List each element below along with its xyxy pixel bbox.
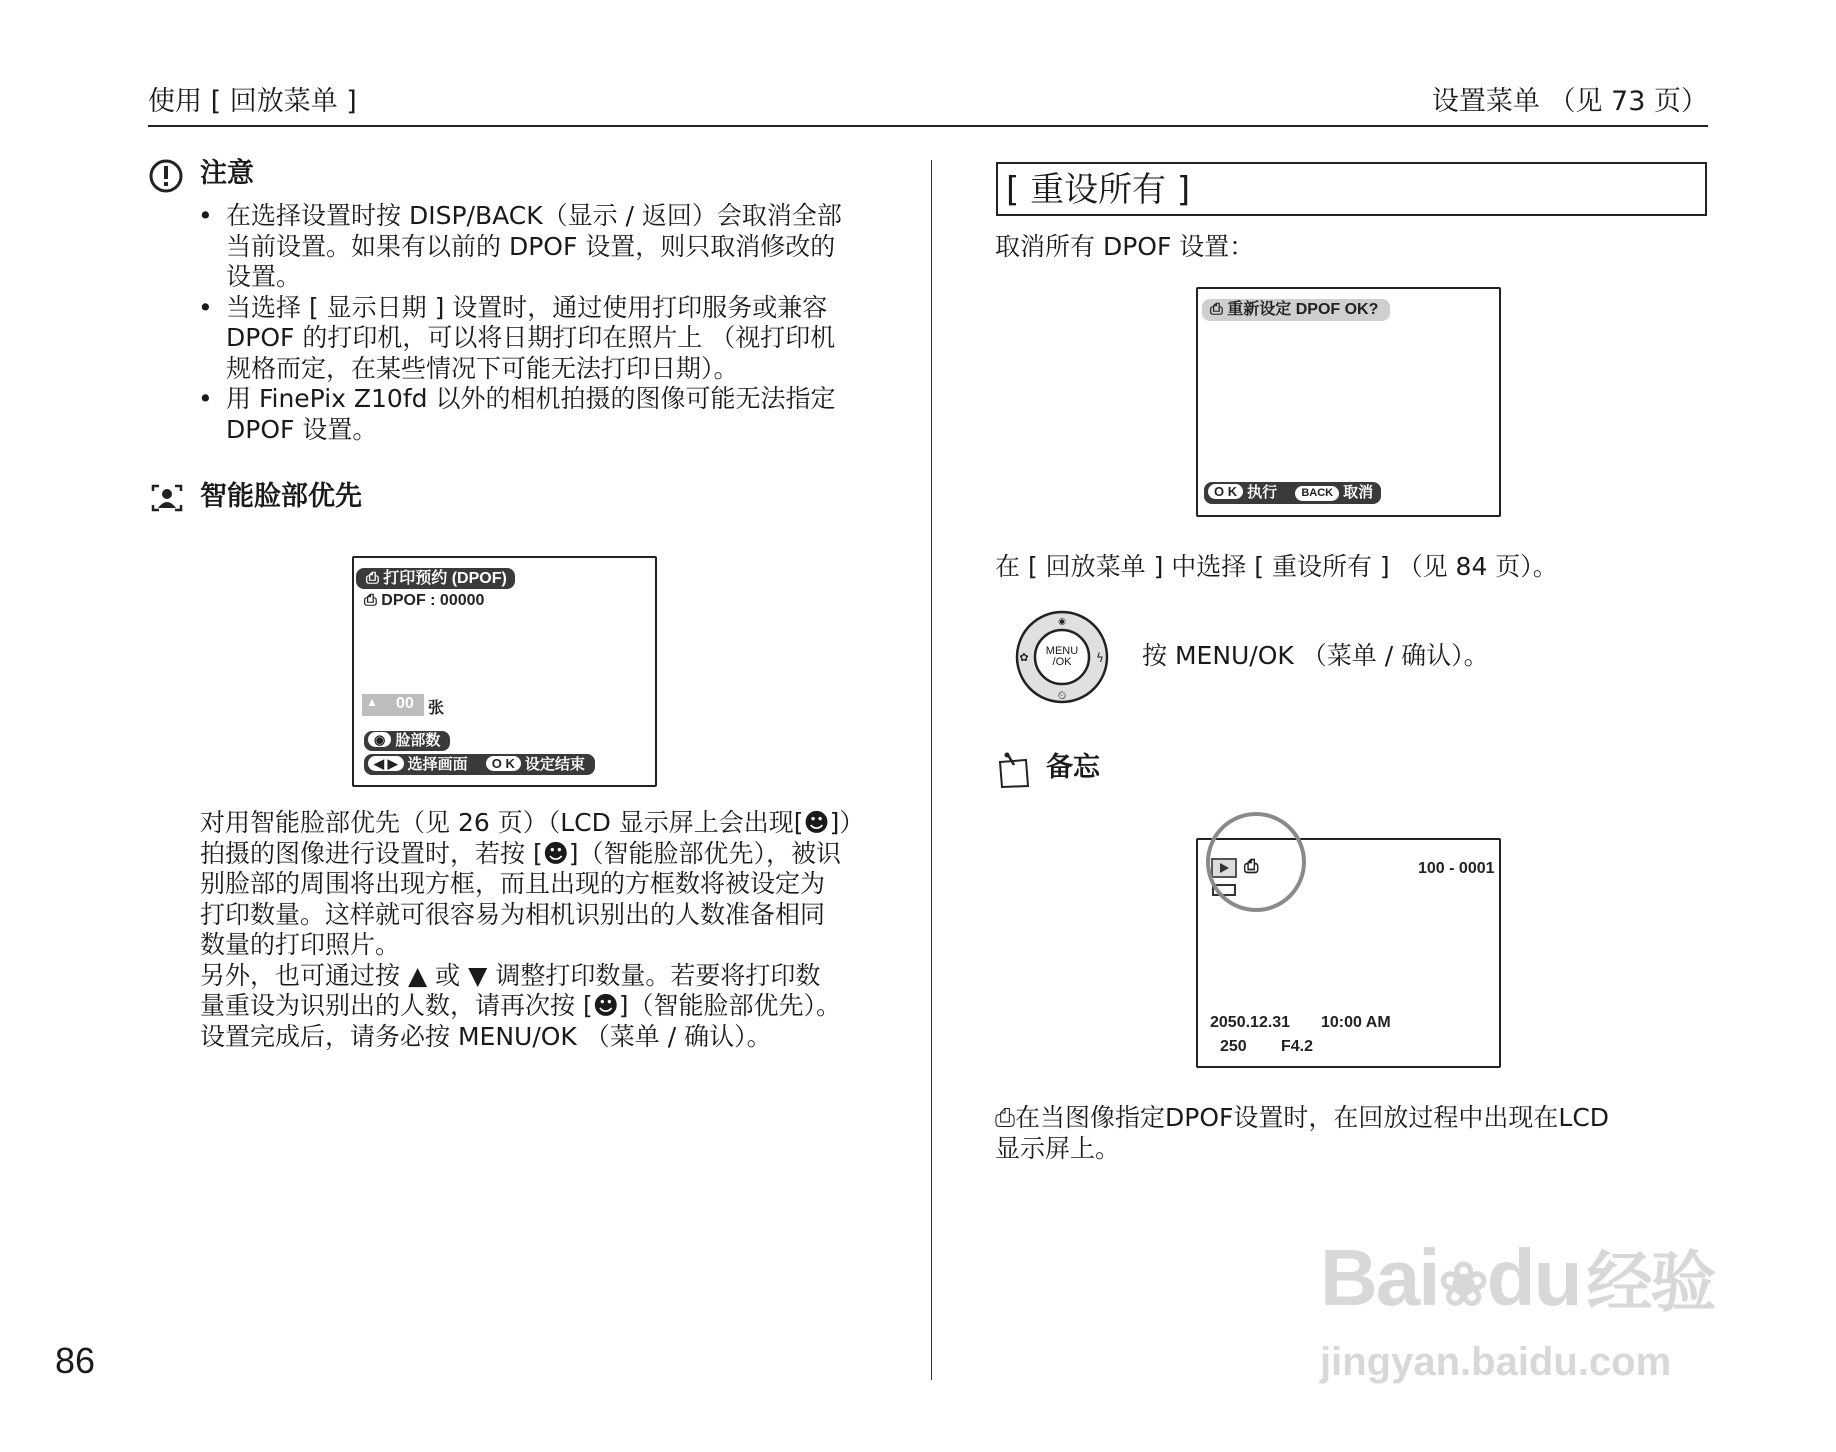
header-rule: [148, 125, 1708, 127]
reset-intro: 取消所有 DPOF 设置：: [995, 232, 1255, 261]
caution-icon: [148, 158, 184, 194]
page-number: 86: [55, 1340, 96, 1381]
press-menu-ok-text: 按 MENU/OK （菜单 / 确认）。: [1142, 641, 1489, 670]
dpof-menu-title: ⎙ 打印预约 (DPOF): [356, 568, 515, 589]
paw-icon: ❀: [1438, 1251, 1487, 1318]
shot-date: 2050.12.31: [1210, 1014, 1291, 1031]
reset-lcd-screen: [1196, 287, 1501, 517]
caution-bullet: • 在选择设置时按 DISP/BACK（显示 / 返回）会取消全部 当前设置。如果有以前的 DPOF 设置，则只取消修改的 设置。: [198, 201, 868, 293]
face-key-icon: ◉: [368, 732, 391, 747]
face-priority-paragraph: 对用智能脸部优先（见 26 页）（LCD 显示屏上会出现[☻]） 拍摄的图像进行设置时，若按 [☻]（智能脸部优先），被识 别脸部的周围将出现方框，而且出现的方框数将被设定为 打印数量。这样就可很容易为相机识别出的人数准备相同 数量的打印照片。 另外，也可通过按 ▲ 或 ▼ 调整打印数量。若要将打印数 量重设为识别出的人数，请再次按 [☻]（智能脸部优先）。 设置完成后，请务必按 MENU/OK （菜单 / 确认）。: [200, 808, 865, 1051]
caution-list: [198, 201, 868, 445]
aperture: F4.2: [1281, 1038, 1314, 1055]
print-icon: ⎙: [366, 570, 379, 587]
svg-text:◉: ◉: [1058, 617, 1066, 627]
quantity-unit: 张: [428, 700, 445, 717]
up-arrow-icon: ▲: [366, 695, 378, 709]
dpof-print-icon: ⎙: [995, 1103, 1016, 1132]
shutter-speed: 250: [1220, 1038, 1247, 1055]
face-detection-icon: [150, 483, 184, 513]
print-icon: ⎙: [1210, 301, 1223, 318]
column-divider: [931, 160, 932, 1380]
reset-message-bar: ⎙ 重新设定 DPOF OK?: [1202, 299, 1390, 321]
header-right: 设置菜单 （见 73 页）: [1431, 86, 1708, 117]
dpof-print-icon: ⎙: [364, 592, 377, 609]
reset-guide-bar: O K 执行 BACK 取消: [1204, 482, 1381, 504]
up-triangle-icon: ▲: [407, 960, 428, 990]
menu-ok-dial-icon: [1014, 609, 1110, 705]
watermark-logo: Bai❀du经验: [1320, 1233, 1715, 1322]
reset-all-title-box: [996, 162, 1707, 216]
shot-time: 10:00 AM: [1321, 1014, 1391, 1031]
face-detection-icon: [☻]: [532, 838, 579, 868]
bottom-guide-bar: ◀ ▶ 选择画面 O K 设定结束: [364, 754, 595, 775]
face-count-pill: ◉ 脸部数: [364, 731, 450, 751]
svg-text:ϟ: ϟ: [1096, 651, 1104, 665]
face-detection-icon: [☻]: [793, 808, 840, 837]
watermark-url: jingyan.baidu.com: [1320, 1340, 1672, 1384]
dial-center-label: MENU /OK: [1045, 645, 1079, 668]
face-priority-title: 智能脸部优先: [200, 481, 362, 512]
reset-instruction: 在 [ 回放菜单 ] 中选择 [ 重设所有 ] （见 84 页）。: [995, 552, 1558, 581]
highlight-circle: [1206, 812, 1306, 912]
svg-text:⏲: ⏲: [1057, 689, 1067, 702]
left-right-arrows-icon: ◀ ▶: [368, 756, 404, 771]
dpof-print-icon: ⎙: [1244, 856, 1259, 876]
caution-bullet: • 用 FinePix Z10fd 以外的相机拍摄的图像可能无法指定 DPOF 设置。: [198, 384, 868, 445]
caution-title: 注意: [200, 158, 254, 189]
caution-bullet: • 当选择 [ 显示日期 ] 设置时，通过使用打印服务或兼容 DPOF 的打印机，可以将日期打印在照片上 （视打印机 规格而定，在某些情况下可能无法打印日期）。: [198, 293, 868, 385]
face-detection-icon: [☻]: [582, 991, 629, 1020]
dpof-lcd-screen: [352, 556, 657, 787]
frame-number: 100 - 0001: [1418, 860, 1495, 877]
memo-note-icon: [996, 752, 1032, 788]
quantity-box: ▲ 00: [362, 694, 424, 716]
header-left: 使用 [ 回放菜单 ]: [148, 86, 357, 117]
svg-text:✿: ✿: [1019, 651, 1029, 664]
reset-all-title: [ 重设所有 ]: [1006, 170, 1191, 210]
down-triangle-icon: ▼: [468, 960, 488, 990]
memo-title: 备忘: [1046, 752, 1100, 783]
memo-note: ⎙在当图像指定DPOF设置时，在回放过程中出现在LCD 显示屏上。: [995, 1103, 1610, 1163]
dpof-count-row: ⎙ DPOF : 00000: [364, 592, 485, 609]
